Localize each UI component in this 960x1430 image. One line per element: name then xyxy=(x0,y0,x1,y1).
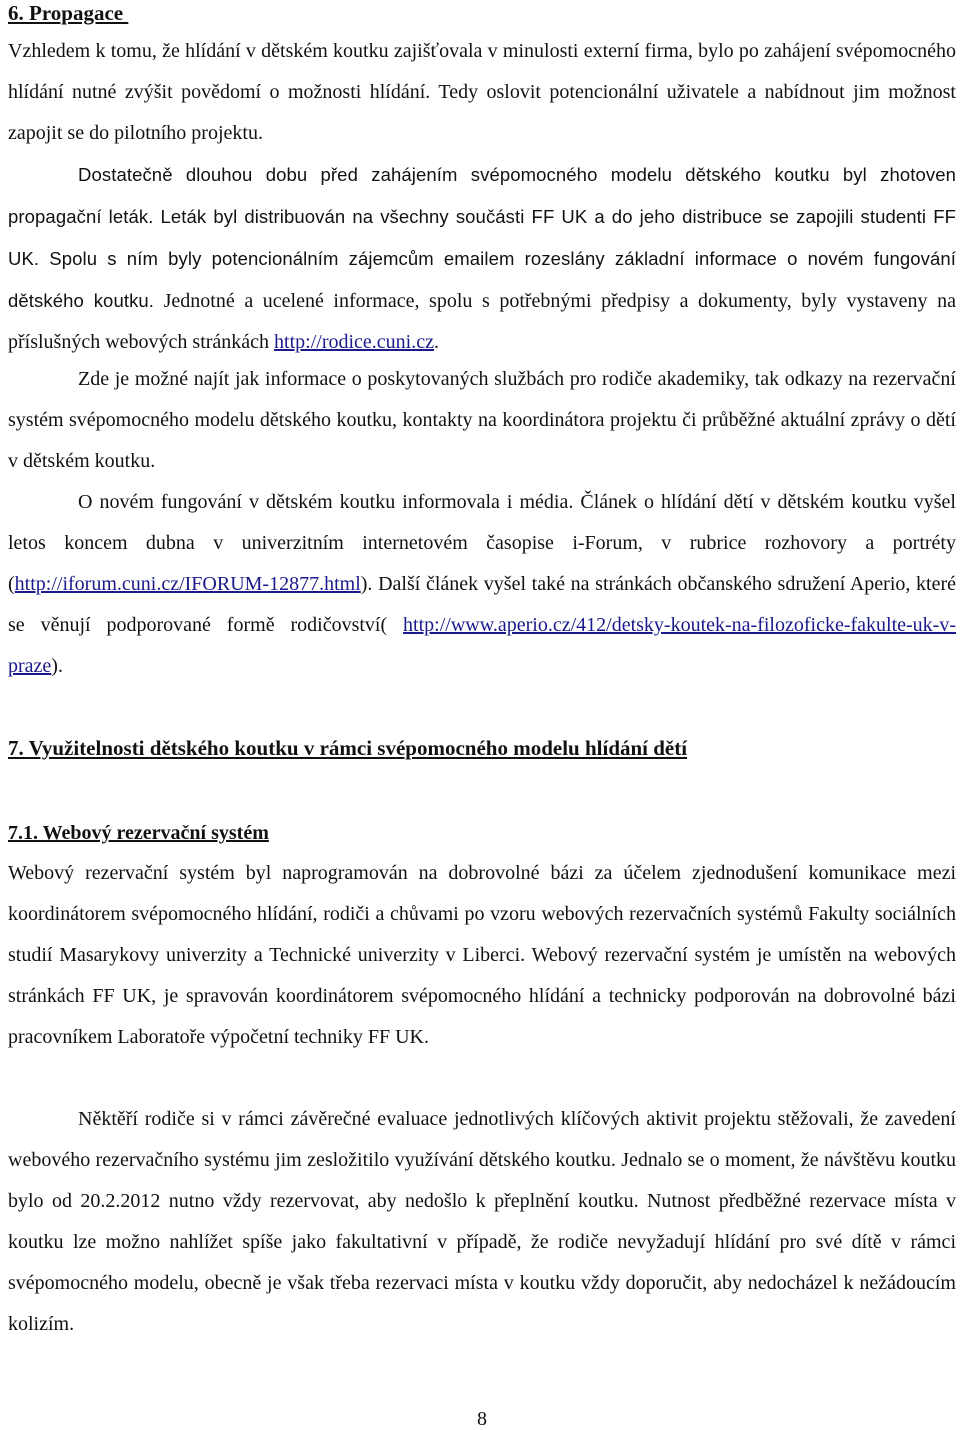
rodice-link[interactable]: http://rodice.cuni.cz xyxy=(274,331,434,353)
period: . xyxy=(434,331,439,353)
paragraph-reservation-system: Webový rezervační systém byl naprogramován na dobrovolné bázi za účelem zjednodušení komunikace mezi koordinátorem svépomocného hlídání, rodiči a chůvami po vzoru webových rezervačních systémů Fakulty sociálních studií Masarykovy univerzity a Technické univerzity v Liberci. Webový rezervační systém je umístěn na webových stránkách FF UK, je spravován koordinátorem svépomocného hlídání a technicky podporován na dobrovolné bázi pracovníkem Laboratoře výpočetní techniky FF UK. xyxy=(8,862,956,1048)
aperio-link[interactable]: http://www.aperio.cz/412/detsky-koutek-na-filozoficke-fakulte-uk-v-praze xyxy=(8,614,956,677)
media-text: O novém fungování v dětském koutku informovala i média. Článek o hlídání dětí v dětském koutku vyšel letos koncem dubna v univerzitním internetovém časopise i-Forum, v rubrice rozhovory a portréty ( xyxy=(8,491,956,595)
aperio-text: ). Další článek vyšel také na stránkách občanského sdružení Aperio, které se věnují podporované formě rodičovství( xyxy=(8,573,956,636)
page-number: 8 xyxy=(477,1408,487,1430)
closing-text: ). xyxy=(51,655,63,677)
paragraph-parents-feedback: Něktěří rodiče si v rámci závěrečné evaluace jednotlivých klíčových aktivit projektu stěžovali, že zavedení webového rezervačního systému jim zesložitilo využívání dětského koutku. Jednalo se o moment, že návštěvu koutku bylo od 20.2.2012 nutno vždy rezervovat, aby nedošlo k přeplnění koutku. Nutnost předběžné rezervace místa v koutku lze možno nahlížet spíše jako fakultativní v případě, že rodiče nevyžadují hlídání pro své dítě v rámci svépomocného modelu, obecně je však třeba rezervaci místa v koutku vždy doporučit, aby nedocházel k nežádoucím kolizím. xyxy=(8,1108,956,1335)
paragraph-media xyxy=(8,482,956,687)
iforum-link[interactable]: http://iforum.cuni.cz/IFORUM-12877.html xyxy=(14,573,361,595)
paragraph-leaflet xyxy=(8,154,956,363)
distribution-sentence: Leták byl distribuován na všechny součásti FF UK a do jeho distribuce se zapojili studenti FF UK. xyxy=(8,206,956,269)
section-6-heading: 6. Propagace xyxy=(8,1,129,25)
section-7-heading: 7. Využitelnosti dětského koutku v rámci svépomocného modelu hlídání dětí xyxy=(8,736,688,760)
paragraph-website-content: Zde je možné najít jak informace o poskytovaných službách pro rodiče akademiky, tak odkazy na rezervační systém svépomocného modelu dětského koutku, kontakty na koordinátora projektu či průběžné aktuální zprávy o dětí v dětském koutku. xyxy=(8,368,956,472)
leaflet-sentence: Dostatečně dlouhou dobu před zahájením svépomocného modelu dětského koutku byl zhotoven propagační leták. xyxy=(8,164,956,227)
email-sentence: Spolu s ním byly potencionálním zájemcům emailem rozeslány základní informace o novém fungování dětského koutku. xyxy=(8,248,956,311)
web-info-sentence: Jednotné a ucelené informace, spolu s potřebnými předpisy a dokumenty, byly vystaveny na příslušných webových stránkách xyxy=(8,290,956,353)
paragraph-intro: Vzhledem k tomu, že hlídání v dětském koutku zajišťovala v minulosti externí firma, bylo po zahájení svépomocného hlídání nutné zvýšit povědomí o možnosti hlídání. Tedy oslovit potencionální uživatele a nabídnout jim možnost zapojit se do pilotního projektu. xyxy=(8,40,956,144)
section-7-1-heading: 7.1. Webový rezervační systém xyxy=(8,822,269,844)
